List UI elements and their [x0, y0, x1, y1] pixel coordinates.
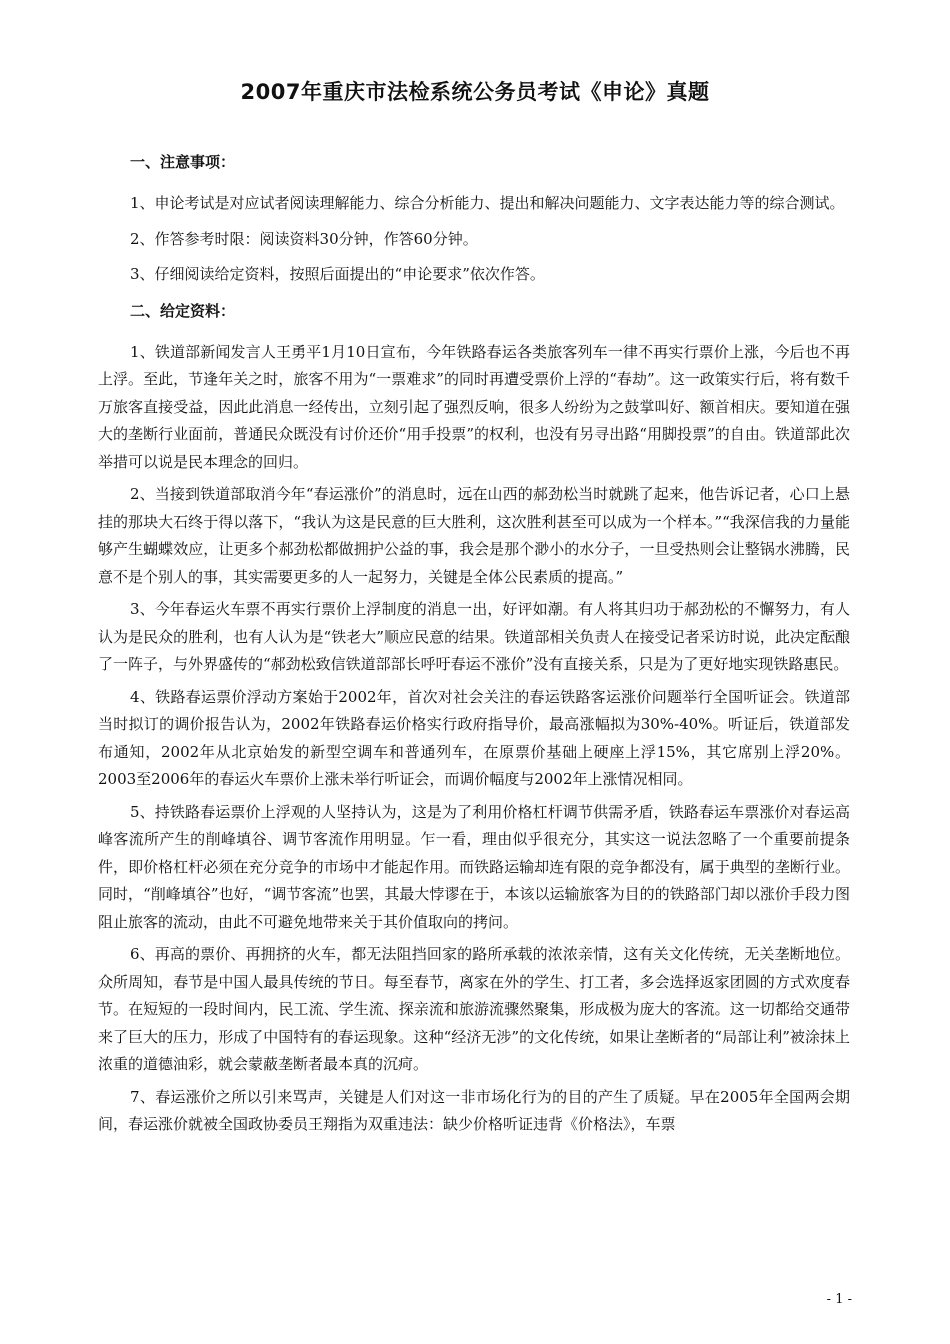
material-paragraph-2: 2、当接到铁道部取消今年“春运涨价”的消息时，远在山西的郝劲松当时就跳了起来，他告诉记者，心口上悬挂的那块大石终于得以落下，“我认为这是民意的巨大胜利，这次胜利甚至可以成为一个样本。”“我深信我的力量能够产生蝴蝶效应，让更多个郝劲松都做拥护公益的事，我会是那个渺小的水分子，一旦受热则会让整锅水沸腾，民意不是个别人的事，其实需要更多的人一起努力，关键是全体公民素质的提高。” — [98, 485, 850, 586]
material-paragraph-6: 6、再高的票价、再拥挤的火车，都无法阻挡回家的路所承载的浓浓亲情，这有关文化传统，无关垄断地位。众所周知，春节是中国人最具传统的节日。每至春节，离家在外的学生、打工者，多会选择返家团圆的方式欢度春节。在短短的一段时间内，民工流、学生流、探亲流和旅游流骤然聚集，形成极为庞大的客流。这一切都给交通带来了巨大的压力，形成了中国特有的春运现象。这种“经济无涉”的文化传统，如果让垄断者的“局部让利”被涂抹上浓重的道德油彩，就会蒙蔽垄断者最本真的沉疴。 — [98, 945, 850, 1073]
notice-item-2: 2、作答参考时限：阅读资料30分钟，作答60分钟。 — [130, 229, 478, 248]
section-heading-materials: 二、给定资料： — [130, 301, 236, 320]
material-paragraph-4: 4、铁路春运票价浮动方案始于2002年，首次对社会关注的春运铁路客运涨价问题举行全国听证会。铁道部当时拟订的调价报告认为，2002年铁路春运价格实行政府指导价，最高涨幅拟为30%-40%。听证后，铁道部发布通知，2002年从北京始发的新型空调车和普通列车，在原票价基础上硬座上浮15%，其它席别上浮20%。2003至2006年的春运火车票价上涨未举行听证会，而调价幅度与2002年上涨情况相同。 — [98, 687, 850, 788]
material-paragraph-5: 5、持铁路春运票价上浮观的人坚持认为，这是为了利用价格杠杆调节供需矛盾，铁路春运车票涨价对春运高峰客流所产生的削峰填谷、调节客流作用明显。乍一看，理由似乎很充分，其实这一说法忽略了一个重要前提条件，即价格杠杆必须在充分竞争的市场中才能起作用。而铁路运输却连有限的竞争都没有，属于典型的垄断行业。同时，“削峰填谷”也好，“调节客流”也罢，其最大悖谬在于，本该以运输旅客为目的的铁路部门却以涨价手段力图阻止旅客的流动，由此不可避免地带来关于其价值取向的拷问。 — [98, 802, 850, 931]
material-paragraph-1: 1、铁道部新闻发言人王勇平1月10日宣布，今年铁路春运各类旅客列车一律不再实行票价上涨，今后也不再上浮。至此，节逢年关之时，旅客不用为“一票难求”的同时再遭受票价上浮的“春劫”。这一政策实行后，将有数千万旅客直接受益，因此此消息一经传出，立刻引起了强烈反响，很多人纷纷为之鼓掌叫好、额首相庆。要知道在强大的垄断行业面前，普通民众既没有讨价还价“用手投票”的权利，也没有另寻出路“用脚投票”的自由。铁道部此次举措可以说是民本理念的回归。 — [98, 342, 850, 471]
document-title: 2007年重庆市法检系统公务员考试《申论》真题 — [240, 80, 710, 104]
notice-item-1: 1、申论考试是对应试者阅读理解能力、综合分析能力、提出和解决问题能力、文字表达能力等的综合测试。 — [130, 194, 845, 212]
notice-item-3: 3、仔细阅读给定资料，按照后面提出的“申论要求”依次作答。 — [130, 265, 545, 283]
section-heading-notice: 一、注意事项： — [130, 153, 236, 171]
document-body — [98, 148, 850, 1144]
page-number: - 1 - — [826, 1292, 852, 1307]
material-paragraph-3: 3、今年春运火车票不再实行票价上浮制度的消息一出，好评如潮。有人将其归功于郝劲松的不懈努力，有人认为是民众的胜利，也有人认为是“铁老大”顺应民意的结果。铁道部相关负责人在接受记者采访时说，此决定酝酿了一阵子，与外界盛传的“郝劲松致信铁道部部长呼吁春运不涨价”没有直接关系，只是为了更好地实现铁路惠民。 — [98, 600, 850, 673]
material-paragraph-7: 7、春运涨价之所以引来骂声，关键是人们对这一非市场化行为的目的产生了质疑。早在2005年全国两会期间，春运涨价就被全国政协委员王翔指为双重违法：缺少价格听证违背《价格法》，车票 — [98, 1087, 850, 1133]
